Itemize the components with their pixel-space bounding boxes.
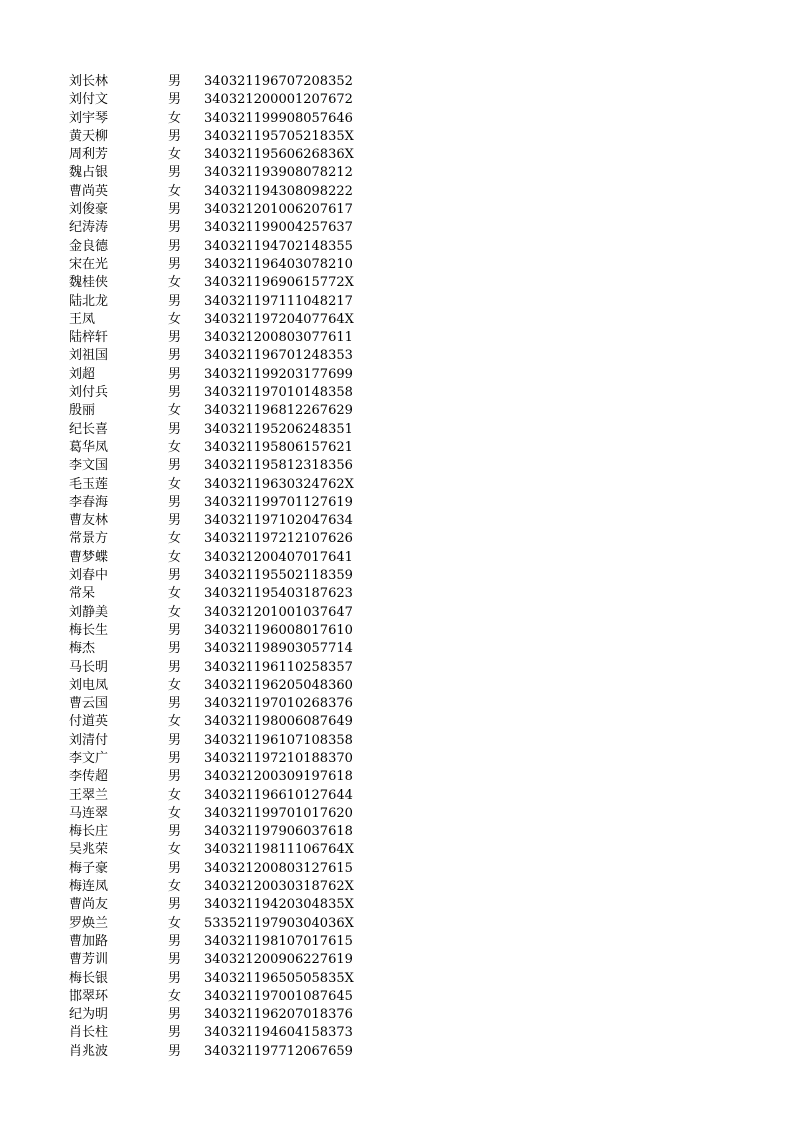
person-gender: 女 <box>168 604 182 620</box>
table-row <box>69 311 364 329</box>
table-row <box>69 988 364 1006</box>
person-id-number: 340321197212107626 <box>204 531 353 547</box>
person-name: 刘宇琴 <box>69 110 109 126</box>
person-name: 常呆 <box>69 586 96 602</box>
person-name: 刘长林 <box>69 74 109 89</box>
person-name: 曹云国 <box>69 696 109 712</box>
person-gender: 男 <box>168 128 182 144</box>
person-id-number: 340321200001207672 <box>204 92 353 108</box>
person-id-number: 340321194604158373 <box>204 1025 353 1041</box>
person-name: 付道英 <box>69 714 109 730</box>
person-id-number: 340321196707208352 <box>204 74 353 89</box>
person-id-number: 34032119720407764X <box>204 311 354 327</box>
person-name: 李文广 <box>69 750 109 766</box>
table-row <box>69 238 364 256</box>
person-name: 纪涛涛 <box>69 220 109 236</box>
person-id-number: 34032119690615772X <box>204 275 354 291</box>
person-gender: 男 <box>168 659 182 675</box>
person-name: 纪为明 <box>69 1007 109 1023</box>
table-row <box>69 1024 364 1042</box>
table-row <box>69 91 364 109</box>
person-id-number: 340321199701127619 <box>204 494 353 510</box>
person-gender: 男 <box>168 769 182 785</box>
person-id-number: 340321196610127644 <box>204 787 353 803</box>
table-row <box>69 530 364 548</box>
table-row <box>69 73 364 91</box>
person-name: 刘付文 <box>69 92 109 108</box>
person-gender: 女 <box>168 586 182 602</box>
table-row <box>69 494 364 512</box>
person-id-number: 340321200906227619 <box>204 952 353 968</box>
table-row <box>69 1006 364 1024</box>
person-id-number: 34032120030318762X <box>204 879 354 895</box>
person-gender: 女 <box>168 147 182 163</box>
person-gender: 男 <box>168 860 182 876</box>
person-id-number: 340321196403078210 <box>204 256 353 272</box>
table-row <box>69 256 364 274</box>
person-name: 梅长庄 <box>69 824 109 840</box>
person-id-number: 34032119811106764X <box>204 842 354 858</box>
table-row <box>69 970 364 988</box>
person-name: 肖长柱 <box>69 1025 109 1041</box>
person-id-number: 340321195403187623 <box>204 586 353 602</box>
person-gender: 男 <box>168 220 182 236</box>
person-name: 王翠兰 <box>69 787 109 803</box>
person-name: 罗焕兰 <box>69 915 109 931</box>
table-row <box>69 951 364 969</box>
table-row <box>69 439 364 457</box>
table-row <box>69 293 364 311</box>
person-gender: 男 <box>168 92 182 108</box>
person-gender: 男 <box>168 970 182 986</box>
person-id-number: 340321201006207617 <box>204 202 353 218</box>
person-gender: 女 <box>168 714 182 730</box>
person-gender: 男 <box>168 513 182 529</box>
person-name: 刘俊豪 <box>69 202 109 218</box>
person-name: 刘清付 <box>69 732 109 748</box>
person-id-number: 34032119630324762X <box>204 476 354 492</box>
person-gender: 男 <box>168 732 182 748</box>
person-id-number: 340321197906037618 <box>204 824 353 840</box>
person-gender: 女 <box>168 787 182 803</box>
person-id-number: 340321198006087649 <box>204 714 353 730</box>
person-gender: 男 <box>168 622 182 638</box>
table-row <box>69 512 364 530</box>
person-gender: 女 <box>168 275 182 291</box>
table-row <box>69 164 364 182</box>
person-gender: 女 <box>168 915 182 931</box>
person-gender: 男 <box>168 1007 182 1023</box>
person-gender: 男 <box>168 897 182 913</box>
person-id-number: 340321198903057714 <box>204 641 353 657</box>
person-gender: 女 <box>168 677 182 693</box>
person-gender: 女 <box>168 842 182 858</box>
person-name: 梅长银 <box>69 970 109 986</box>
person-name: 梅杰 <box>69 641 96 657</box>
person-name: 毛玉莲 <box>69 476 109 492</box>
person-name: 马长明 <box>69 659 109 675</box>
table-row <box>69 384 364 402</box>
person-gender: 男 <box>168 696 182 712</box>
person-id-number: 340321195206248351 <box>204 421 353 437</box>
person-gender: 女 <box>168 988 182 1004</box>
person-name: 刘春中 <box>69 568 109 584</box>
person-gender: 男 <box>168 385 182 401</box>
person-id-number: 340321197001087645 <box>204 988 353 1004</box>
person-id-number: 340321200407017641 <box>204 549 353 565</box>
person-gender: 男 <box>168 568 182 584</box>
table-row <box>69 768 364 786</box>
person-gender: 男 <box>168 458 182 474</box>
table-row <box>69 183 364 201</box>
person-name: 魏桂侠 <box>69 275 109 291</box>
person-gender: 女 <box>168 183 182 199</box>
table-row <box>69 860 364 878</box>
table-row <box>69 1043 364 1061</box>
person-name: 曹加路 <box>69 933 109 949</box>
person-id-number: 34032119650505835X <box>204 970 354 986</box>
table-row <box>69 476 364 494</box>
table-row <box>69 549 364 567</box>
person-name: 曹友林 <box>69 513 109 529</box>
person-id-number: 340321195502118359 <box>204 568 353 584</box>
person-gender: 女 <box>168 805 182 821</box>
person-id-number: 340321201001037647 <box>204 604 353 620</box>
person-name: 常景方 <box>69 531 109 547</box>
person-gender: 男 <box>168 641 182 657</box>
person-id-number: 340321197102047634 <box>204 513 353 529</box>
table-row <box>69 640 364 658</box>
person-id-number: 340321197111048217 <box>204 293 353 309</box>
table-row <box>69 201 364 219</box>
table-row <box>69 695 364 713</box>
person-name: 周利芳 <box>69 147 109 163</box>
table-row <box>69 732 364 750</box>
person-name: 梅长生 <box>69 622 109 638</box>
person-name: 金良德 <box>69 238 109 254</box>
person-gender: 女 <box>168 439 182 455</box>
person-gender: 男 <box>168 952 182 968</box>
person-id-number: 340321196110258357 <box>204 659 353 675</box>
table-row <box>69 878 364 896</box>
table-row <box>69 402 364 420</box>
person-name: 魏占银 <box>69 165 109 181</box>
person-id-number: 340321197010268376 <box>204 696 353 712</box>
person-name: 曹尚友 <box>69 897 109 913</box>
person-name: 李春海 <box>69 494 109 510</box>
table-row <box>69 128 364 146</box>
table-row <box>69 915 364 933</box>
table-row <box>69 567 364 585</box>
table-row <box>69 896 364 914</box>
person-id-number: 340321200803127615 <box>204 860 353 876</box>
person-name: 陆北龙 <box>69 293 109 309</box>
person-id-number: 340321195812318356 <box>204 458 353 474</box>
person-gender: 男 <box>168 1043 182 1059</box>
table-row <box>69 787 364 805</box>
person-gender: 女 <box>168 879 182 895</box>
person-name: 曹尚英 <box>69 183 109 199</box>
person-id-number: 340321197010148358 <box>204 385 353 401</box>
table-row <box>69 366 364 384</box>
person-name: 殷丽 <box>69 403 96 419</box>
person-name: 李文国 <box>69 458 109 474</box>
person-id-number: 34032119560626836X <box>204 147 354 163</box>
table-row <box>69 622 364 640</box>
person-id-number: 340321195806157621 <box>204 439 353 455</box>
person-name: 马连翠 <box>69 805 109 821</box>
table-row <box>69 585 364 603</box>
person-name: 刘静美 <box>69 604 109 620</box>
table-row <box>69 805 364 823</box>
table-row <box>69 347 364 365</box>
person-gender: 男 <box>168 824 182 840</box>
table-row <box>69 604 364 622</box>
person-id-number: 340321196812267629 <box>204 403 353 419</box>
person-gender: 女 <box>168 476 182 492</box>
person-id-number: 340321194702148355 <box>204 238 353 254</box>
person-name: 刘祖国 <box>69 348 109 364</box>
table-row <box>69 750 364 768</box>
table-row <box>69 659 364 677</box>
table-row <box>69 329 364 347</box>
person-gender: 男 <box>168 330 182 346</box>
table-row <box>69 274 364 292</box>
person-name: 陆梓轩 <box>69 330 109 346</box>
table-row <box>69 713 364 731</box>
person-id-number: 340321199004257637 <box>204 220 353 236</box>
person-id-number: 340321196205048360 <box>204 677 353 693</box>
table-row <box>69 823 364 841</box>
person-name: 曹梦蝶 <box>69 549 109 565</box>
person-id-number: 53352119790304036X <box>204 915 354 931</box>
person-name: 宋在光 <box>69 256 109 272</box>
person-gender: 女 <box>168 110 182 126</box>
person-gender: 男 <box>168 293 182 309</box>
person-name: 曹芳训 <box>69 952 109 968</box>
person-id-number: 340321199701017620 <box>204 805 353 821</box>
person-id-number: 340321196701248353 <box>204 348 353 364</box>
person-id-number: 340321199203177699 <box>204 366 353 382</box>
person-name: 肖兆波 <box>69 1043 109 1059</box>
person-id-number: 340321196107108358 <box>204 732 353 748</box>
table-row <box>69 146 364 164</box>
person-gender: 男 <box>168 750 182 766</box>
person-gender: 男 <box>168 202 182 218</box>
person-id-number: 34032119570521835X <box>204 128 354 144</box>
table-row <box>69 110 364 128</box>
name-list <box>69 73 364 1061</box>
person-name: 纪长喜 <box>69 421 109 437</box>
table-row <box>69 841 364 859</box>
person-id-number: 340321197210188370 <box>204 750 353 766</box>
person-gender: 男 <box>168 256 182 272</box>
person-gender: 男 <box>168 494 182 510</box>
person-gender: 男 <box>168 1025 182 1041</box>
person-name: 吴兆荣 <box>69 842 109 858</box>
person-id-number: 340321196008017610 <box>204 622 353 638</box>
person-name: 刘超 <box>69 366 96 382</box>
person-gender: 男 <box>168 421 182 437</box>
table-row <box>69 677 364 695</box>
person-gender: 男 <box>168 238 182 254</box>
person-name: 葛华凤 <box>69 439 109 455</box>
person-id-number: 340321194308098222 <box>204 183 353 199</box>
person-name: 黄天柳 <box>69 128 109 144</box>
table-row <box>69 219 364 237</box>
person-gender: 女 <box>168 531 182 547</box>
person-id-number: 340321200309197618 <box>204 769 353 785</box>
table-row <box>69 457 364 475</box>
person-gender: 男 <box>168 348 182 364</box>
person-id-number: 340321193908078212 <box>204 165 353 181</box>
person-gender: 男 <box>168 165 182 181</box>
person-id-number: 340321198107017615 <box>204 933 353 949</box>
person-name: 梅连凤 <box>69 879 109 895</box>
person-id-number: 340321197712067659 <box>204 1043 353 1059</box>
person-gender: 女 <box>168 549 182 565</box>
person-gender: 女 <box>168 311 182 327</box>
person-name: 邯翠环 <box>69 988 109 1004</box>
person-id-number: 340321199908057646 <box>204 110 353 126</box>
person-gender: 男 <box>168 366 182 382</box>
person-name: 刘付兵 <box>69 385 109 401</box>
person-id-number: 340321200803077611 <box>204 330 353 346</box>
person-name: 梅子豪 <box>69 860 109 876</box>
table-row <box>69 421 364 439</box>
person-name: 刘电凤 <box>69 677 109 693</box>
person-id-number: 34032119420304835X <box>204 897 354 913</box>
person-name: 王凤 <box>69 311 96 327</box>
person-name: 李传超 <box>69 769 109 785</box>
table-row <box>69 933 364 951</box>
person-gender: 女 <box>168 403 182 419</box>
person-gender: 男 <box>168 74 182 89</box>
person-id-number: 340321196207018376 <box>204 1007 353 1023</box>
person-gender: 男 <box>168 933 182 949</box>
